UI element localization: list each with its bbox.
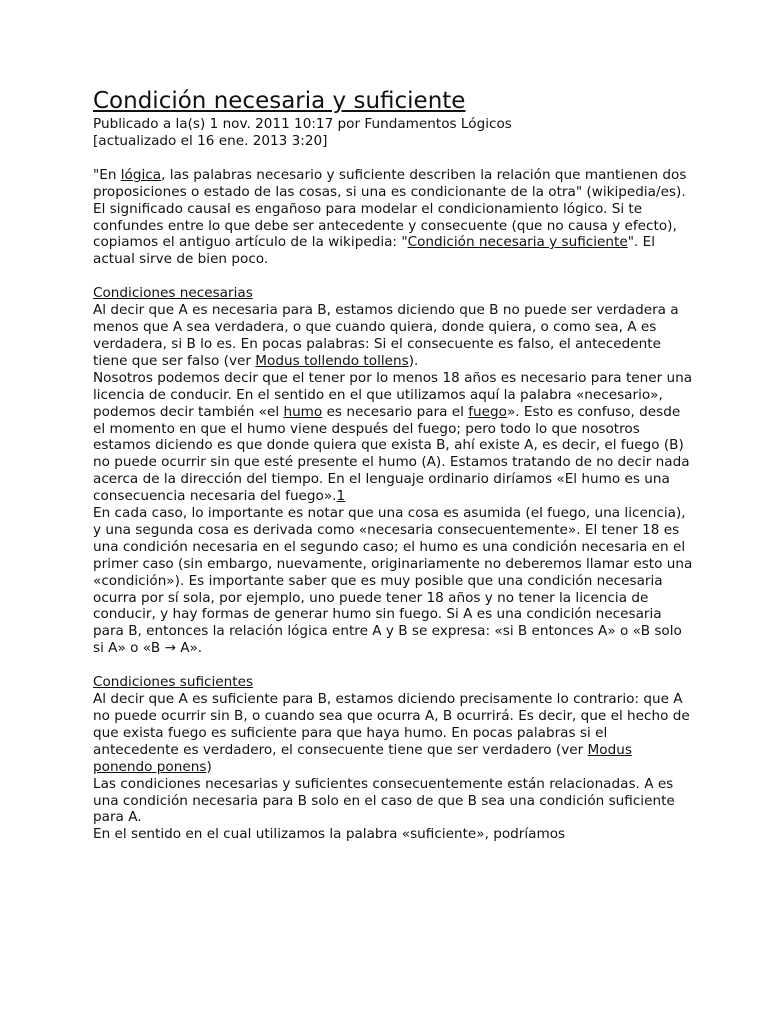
document-page (93, 86, 693, 843)
intro-text: "En (93, 166, 121, 183)
link-fuego[interactable]: fuego (468, 403, 507, 420)
section-heading-necesarias: Condiciones necesarias (93, 285, 253, 302)
necesarias-paragraph-3: En cada caso, lo importante es notar que una cosa es asumida (el fuego, una licencia), y una segunda cosa es derivada como «necesaria consecuentemente». El tener 18 es una condición necesaria en el segundo caso; el humo es una condición necesaria en el primer caso (sin embargo, nuevamente, originariamente no deberemos llamar esto una «condición»). Es importante saber que es muy posible que una condición necesaria ocurra por sí sola, por ejemplo, uno puede tener 18 años y no tener la licencia de conducir, y hay formas de generar humo sin fuego. Si A es una condición necesaria para B, entonces la relación lógica entre A y B se expresa: «si B entonces A» o «B solo si A» o «B → A». (93, 505, 693, 657)
body-text: Al decir que A es suficiente para B, estamos diciendo precisamente lo contrario: que A no puede ocurrir sin B, o cuando sea que ocurra A, B ocurrirá. Es decir, que el hecho de que exista fuego es suficiente para que haya humo. En pocas palabras si el antecedente es verdadero, el consecuente tiene que ser verdadero (ver (93, 691, 690, 758)
suficientes-paragraph-3: En el sentido en el cual utilizamos la palabra «suficiente», podríamos (93, 826, 566, 843)
link-modus-ponendo-ponens[interactable]: Modus ponendo ponens (93, 741, 632, 775)
update-date: [actualizado el 16 ene. 2013 3:20] (93, 132, 328, 149)
section-heading-suficientes: Condiciones suficientes (93, 674, 254, 691)
publish-date: Publicado a la(s) 1 nov. 2011 10:17 por Fundamentos Lógicos (93, 116, 512, 132)
link-humo[interactable]: humo (283, 403, 323, 420)
spacer (93, 268, 693, 285)
suficientes-paragraph-2: Las condiciones necesarias y suficientes consecuentemente están relacionadas. A es una condición necesaria para B solo en el caso de que B sea una condición suficiente para A. (93, 775, 675, 826)
necesarias-paragraph-1 (93, 302, 693, 370)
footnote-link-1[interactable]: 1 (336, 488, 346, 505)
intro-paragraph-2 (93, 201, 693, 269)
body-text: ». Esto es confuso, desde el momento en que el humo viene después del fuego; pero todo lo que nosotros estamos diciendo es que donde quiera que exista B, ahí existe A, es decir, el fuego (B) no puede ocurrir sin que esté presente el humo (A). Estamos tratando de no decir nada acerca de la dirección del tiempo. En el lenguaje ordinario diríamos «El humo es una consecuencia necesaria del fuego». (93, 403, 690, 505)
spacer (93, 657, 693, 674)
publish-meta (93, 116, 693, 150)
link-condicion-necesaria-y-suficiente[interactable]: Condición necesaria y suficiente (407, 234, 628, 251)
intro-text: El significado causal es engañoso para modelar el condicionamiento lógico. Si te confundes entre lo que debe ser antecedente y consecuente (que no causa y efecto), copiamos el antiguo artículo de la wikipedia: " (93, 200, 677, 251)
page-title: Condición necesaria y suficiente (93, 88, 466, 114)
spacer (93, 150, 693, 167)
body-text: ) (206, 758, 212, 775)
suficientes-paragraph-1 (93, 691, 693, 776)
link-modus-tollendo-tollens[interactable]: Modus tollendo tollens (255, 352, 409, 369)
intro-text: ". El actual sirve de bien poco. (93, 234, 655, 268)
body-text: Nosotros podemos decir que el tener por lo menos 18 años es necesario para tener una licencia de conducir. En el sentido en el que utilizamos aquí la palabra «necesario», podemos decir también «el (93, 369, 693, 420)
body-text: Al decir que A es necesaria para B, estamos diciendo que B no puede ser verdadera a menos que A sea verdadera, o que cuando quiera, donde quiera, o como sea, A es verdadera, si B lo es. En pocas palabras: Si el consecuente es falso, el antecedente tiene que ser falso (ver (93, 302, 679, 369)
intro-paragraph-1 (93, 167, 693, 201)
necesarias-paragraph-2 (93, 370, 693, 505)
body-text: es necesario para el (322, 403, 469, 420)
intro-text: , las palabras necesario y suficiente describen la relación que mantienen dos proposiciones o estado de las cosas, si una es condicionante de la otra" (wikipedia/es). (93, 166, 687, 200)
body-text: ). (408, 352, 419, 369)
link-logica[interactable]: lógica (120, 166, 162, 183)
